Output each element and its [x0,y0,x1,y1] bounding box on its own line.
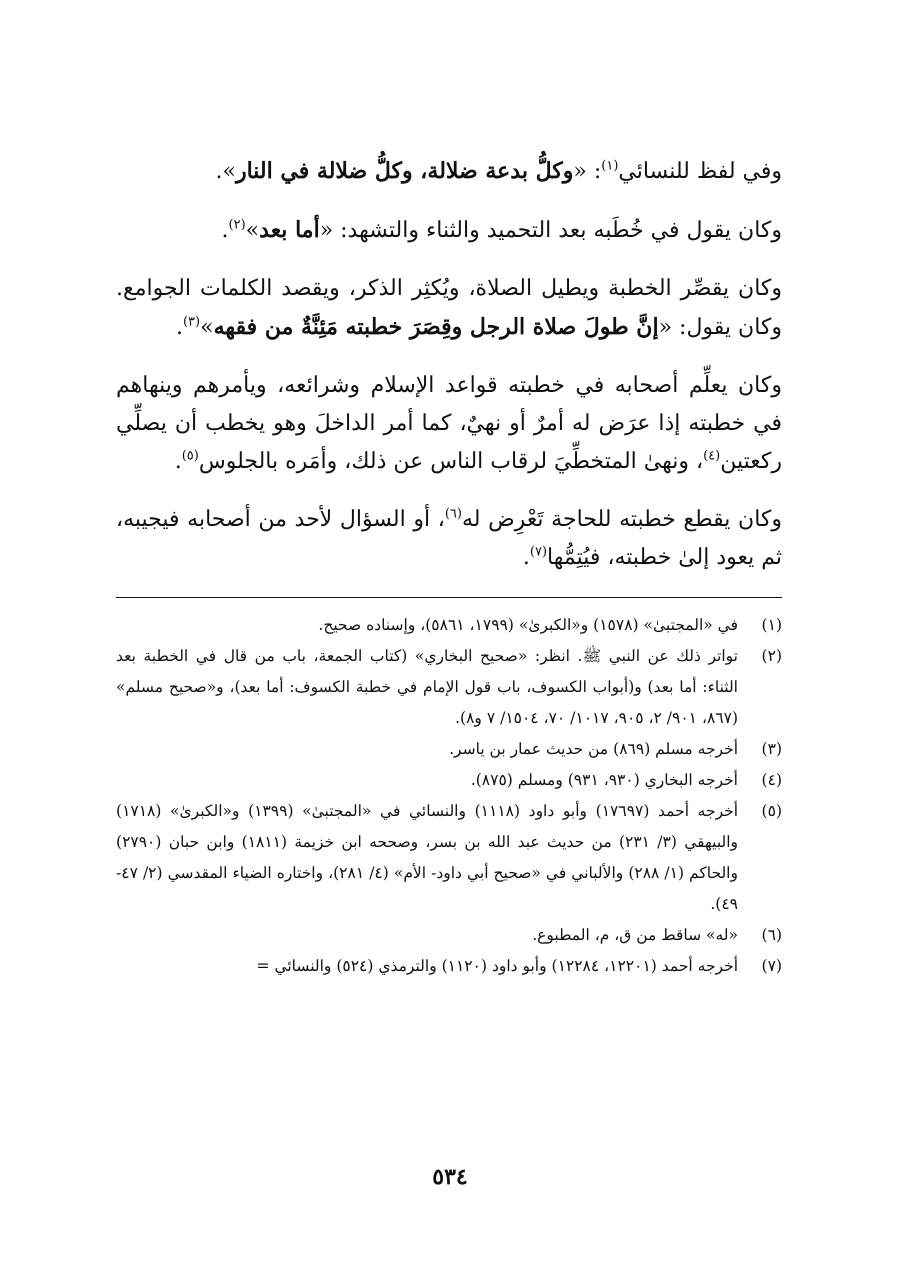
paragraph-text: . [175,315,183,340]
paragraph-text: ، ونهىٰ المتخطِّيَ لرقاب الناس عن ذلك، وأمَره بالجلوس [198,449,704,474]
footnote-number: (٦) [761,926,782,944]
footnote-text: أخرجه أحمد (١٧٦٩٧) وأبو داود (١١١٨) والنسائي في «المجتبىٰ» (١٣٩٩) و«الكبرىٰ» (١٧١٨) والبيهقي (٣/ ٢٣١) من حديث عبد الله بن بسر، وصححه ابن خزيمة (١٨١١) وابن حبان (٢٧٩٠) والحاكم (١/ ٢٨٨) والألباني في «صحيح أبي داود- الأم» (٤/ ٢٨١)، واختاره الضياء المقدسي (٢/ ٤٧- ٤٩). [116,802,739,913]
footnote-5 [116,796,782,920]
paragraph-text: ، أو السؤال لأحد من أصحابه فيجيبه، ثم يعود إلىٰ خطبته، فيُتِمُّها [116,507,782,570]
footnote-text: أخرجه البخاري (٩٣٠، ٩٣١) ومسلم (٨٧٥). [470,771,738,789]
footnote-1 [116,610,782,641]
page-content [116,152,782,982]
footnote-number: (٤) [761,771,782,789]
paragraph-text: وفي لفظ للنسائي [618,159,782,184]
paragraph-2 [116,211,782,250]
paragraph-4 [116,367,782,481]
paragraph-text: » [200,315,214,340]
footnote-ref: (٧) [529,544,548,560]
footnote-2 [116,641,782,734]
footnote-3 [116,734,782,765]
paragraph-text: . [221,218,229,243]
footnote-ref: (٣) [182,314,201,330]
footnote-divider [116,597,782,598]
footnote-ref: (١) [601,158,619,174]
paragraph-text: وكان يقطع خطبته للحاجة تَعْرِض له [461,507,782,532]
footnote-text: أخرجه مسلم (٨٦٩) من حديث عمار بن ياسر. [449,740,738,758]
footnote-text: أخرجه أحمد (١٢٢٠١، ١٢٢٨٤) وأبو داود (١١٢٠) والترمذي (٥٢٤) والنسائي = [256,957,738,975]
footnote-ref: (٢) [228,217,246,233]
footnote-number: (٥) [761,802,782,820]
footnote-ref: (٦) [444,506,462,522]
footnote-number: (٢) [761,647,782,665]
paragraph-text: وكان يعلِّم أصحابه في خطبته قواعد الإسلام وشرائعه، ويأمرهم وينهاهم في خطبته إذا عرَض له أمرٌ أو نهيٌ، كما أمر الداخلَ وهو يخطب أن يصلِّي ركعتين [116,373,782,474]
paragraph-3 [116,270,782,347]
paragraph-text: ». [215,159,236,184]
paragraph-text: » [245,218,260,243]
paragraph-5 [116,501,782,577]
footnote-text: «له» ساقط من ق، م، المطبوع. [532,926,738,944]
paragraph-text: : « [573,159,602,184]
footnote-4 [116,765,782,796]
paragraph-text: . [522,545,530,570]
hadith-quote: إنَّ طولَ صلاة الرجل وقِصَرَ خطبته مَئِنَّةٌ من فقهه [213,314,659,340]
paragraph-text: . [174,449,182,474]
hadith-quote: وكلُّ بدعة ضلالة، وكلُّ ضلالة في النار [235,158,574,184]
paragraph-text: وكان يقصِّر الخطبة ويطيل الصلاة، ويُكثِر الذكر، ويقصد الكلمات الجوامع. وكان يقول: « [116,276,782,340]
page-number: ٥٣٤ [432,1164,468,1190]
hadith-quote: أما بعد [259,217,320,243]
footnote-7 [116,951,782,982]
footnote-ref: (٥) [181,448,199,464]
paragraph-1 [116,152,782,191]
footnote-text: في «المجتبىٰ» (١٥٧٨) و«الكبرىٰ» (١٧٩٩، ٥٨٦١)، وإسناده صحيح. [318,616,738,634]
footnote-text: تواتر ذلك عن النبي ﷺ. انظر: «صحيح البخاري» (كتاب الجمعة، باب من قال في الخطبة بعد الثناء: أما بعد) و(أبواب الكسوف، باب قول الإمام في خطبة الكسوف: أما بعد)، و«صحيح مسلم» (٨٦٧، ٩٠١/ ٢، ٩٠٥، ١٠١٧/ ٧٠، ١٥٠٤/ ٧ و٨). [116,647,738,727]
footnotes [116,610,782,982]
paragraph-text: وكان يقول في خُطَبه بعد التحميد والثناء والتشهد: « [319,218,782,243]
footnote-number: (١) [761,616,782,634]
footnote-number: (٣) [761,740,782,758]
footnote-ref: (٤) [703,448,721,464]
footnote-6 [116,920,782,951]
footnote-number: (٧) [761,957,782,975]
